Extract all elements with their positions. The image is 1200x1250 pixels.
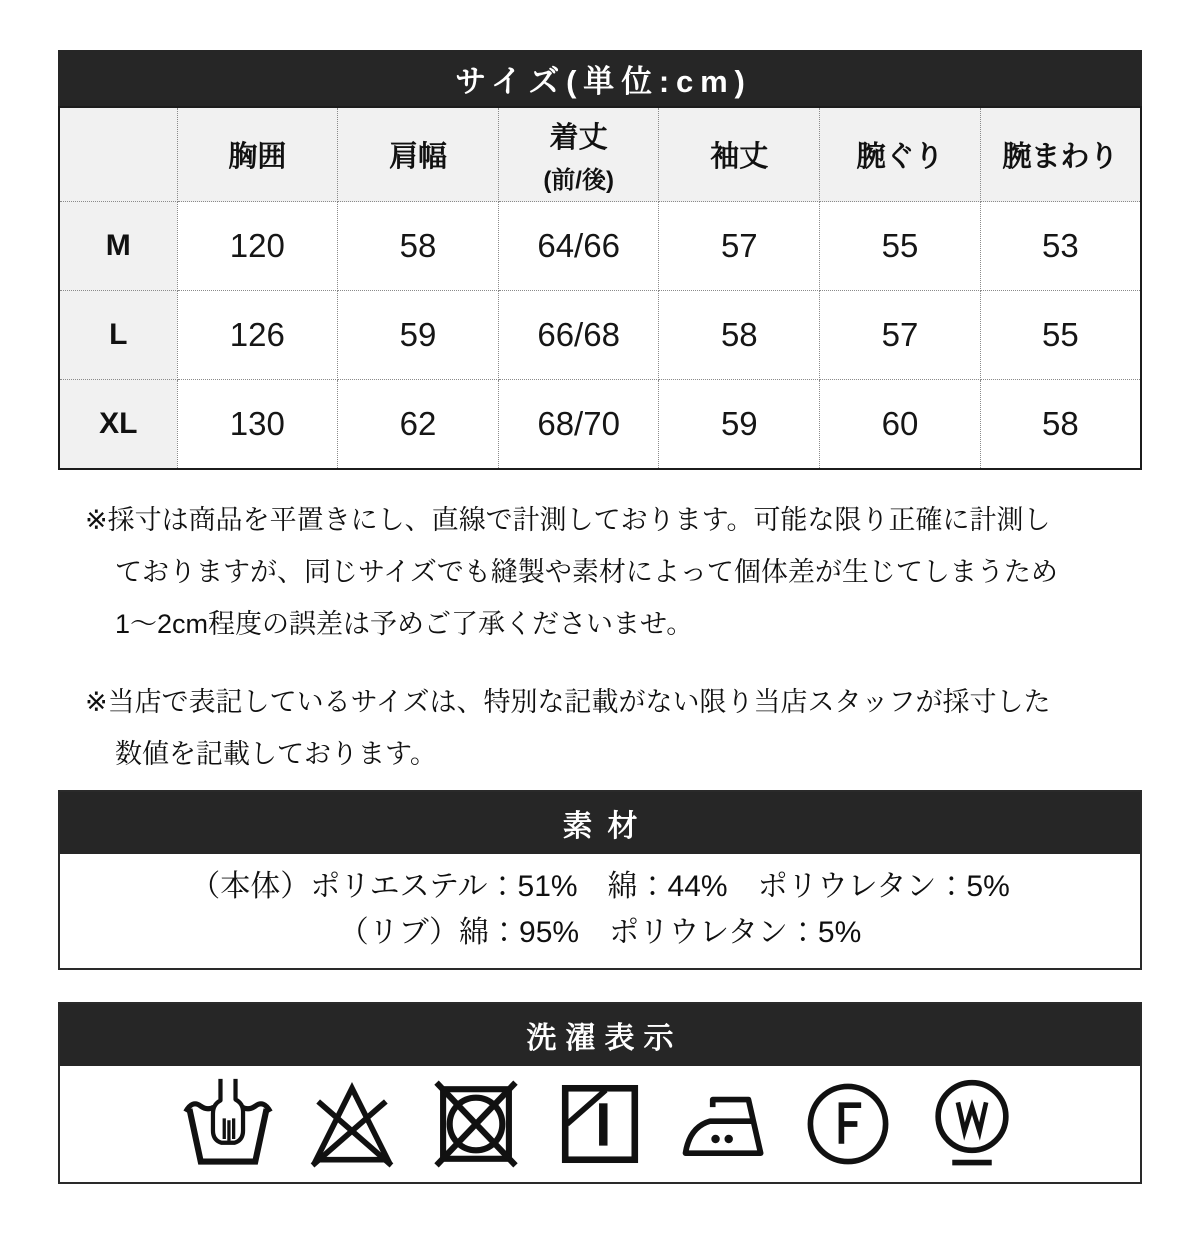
size-section-title: サイズ(単位:cm) [455, 63, 752, 99]
iron-medium-two-dots-icon [677, 1077, 771, 1171]
column-header-length: 着丈 (前/後) [498, 107, 659, 202]
value-cell: 59 [338, 291, 499, 380]
value-cell: 58 [338, 202, 499, 291]
do-not-tumble-dry-icon [429, 1077, 523, 1171]
column-header-shoulder: 肩幅 [338, 107, 499, 202]
material-section [58, 790, 1142, 970]
laundry-title: 洗濯表示 [526, 1021, 683, 1055]
column-header-chest: 胸囲 [177, 107, 338, 202]
wet-clean-gentle-W-icon [925, 1077, 1019, 1171]
dry-clean-petroleum-F-icon [801, 1077, 895, 1171]
material-title: 素材 [562, 809, 653, 843]
size-section [58, 50, 1142, 470]
column-header-armhole: 腕ぐり [820, 107, 981, 202]
size-label-l: L [59, 291, 177, 380]
material-title-bar [60, 792, 1140, 854]
value-cell: 126 [177, 291, 338, 380]
laundry-icons-row [60, 1066, 1140, 1182]
size-table [58, 106, 1142, 470]
staff-measured-note [85, 676, 1142, 780]
value-cell: 64/66 [498, 202, 659, 291]
do-not-bleach-icon [305, 1077, 399, 1171]
note-line: ておりますが、同じサイズでも縫製や素材によって個体差が生じてしまうため [115, 556, 1058, 587]
size-label-xl: XL [59, 380, 177, 469]
value-cell: 58 [980, 380, 1141, 469]
value-cell: 53 [980, 202, 1141, 291]
measurement-note [85, 494, 1142, 650]
value-cell: 68/70 [498, 380, 659, 469]
material-body [60, 854, 1140, 968]
note-line: ※当店で表記しているサイズは、特別な記載がない限り当店スタッフが採寸した [85, 686, 1051, 717]
table-corner-cell [59, 107, 177, 202]
value-cell: 120 [177, 202, 338, 291]
laundry-section [58, 1002, 1142, 1184]
value-cell: 55 [820, 202, 981, 291]
material-rib-line: （リブ）綿：95% ポリウレタン：5% [338, 915, 862, 949]
column-header-arm-width: 腕まわり [980, 107, 1141, 202]
note-line: 数値を記載しております。 [115, 738, 437, 769]
line-dry-in-shade-icon [553, 1077, 647, 1171]
value-cell: 59 [659, 380, 820, 469]
hand-wash-icon [181, 1077, 275, 1171]
note-line: ※採寸は商品を平置きにし、直線で計測しております。可能な限り正確に計測し [85, 504, 1051, 535]
column-header-sleeve: 袖丈 [659, 107, 820, 202]
size-section-title-bar [58, 50, 1142, 106]
value-cell: 66/68 [498, 291, 659, 380]
value-cell: 60 [820, 380, 981, 469]
value-cell: 130 [177, 380, 338, 469]
value-cell: 55 [980, 291, 1141, 380]
value-cell: 58 [659, 291, 820, 380]
size-label-m: M [59, 202, 177, 291]
content-column [58, 50, 1142, 1184]
size-chart-page [0, 50, 1200, 1250]
value-cell: 57 [820, 291, 981, 380]
table-row-m [59, 202, 1141, 291]
table-row-xl [59, 380, 1141, 469]
size-table-header-row [59, 107, 1141, 202]
laundry-title-bar [60, 1004, 1140, 1066]
value-cell: 62 [338, 380, 499, 469]
note-line: 1〜2cm程度の誤差は予めご了承くださいませ。 [115, 608, 694, 639]
column-header-length-sub: (前/後) [543, 166, 614, 194]
value-cell: 57 [659, 202, 820, 291]
table-row-l [59, 291, 1141, 380]
material-main-line: （本体）ポリエステル：51% 綿：44% ポリウレタン：5% [190, 869, 1010, 903]
